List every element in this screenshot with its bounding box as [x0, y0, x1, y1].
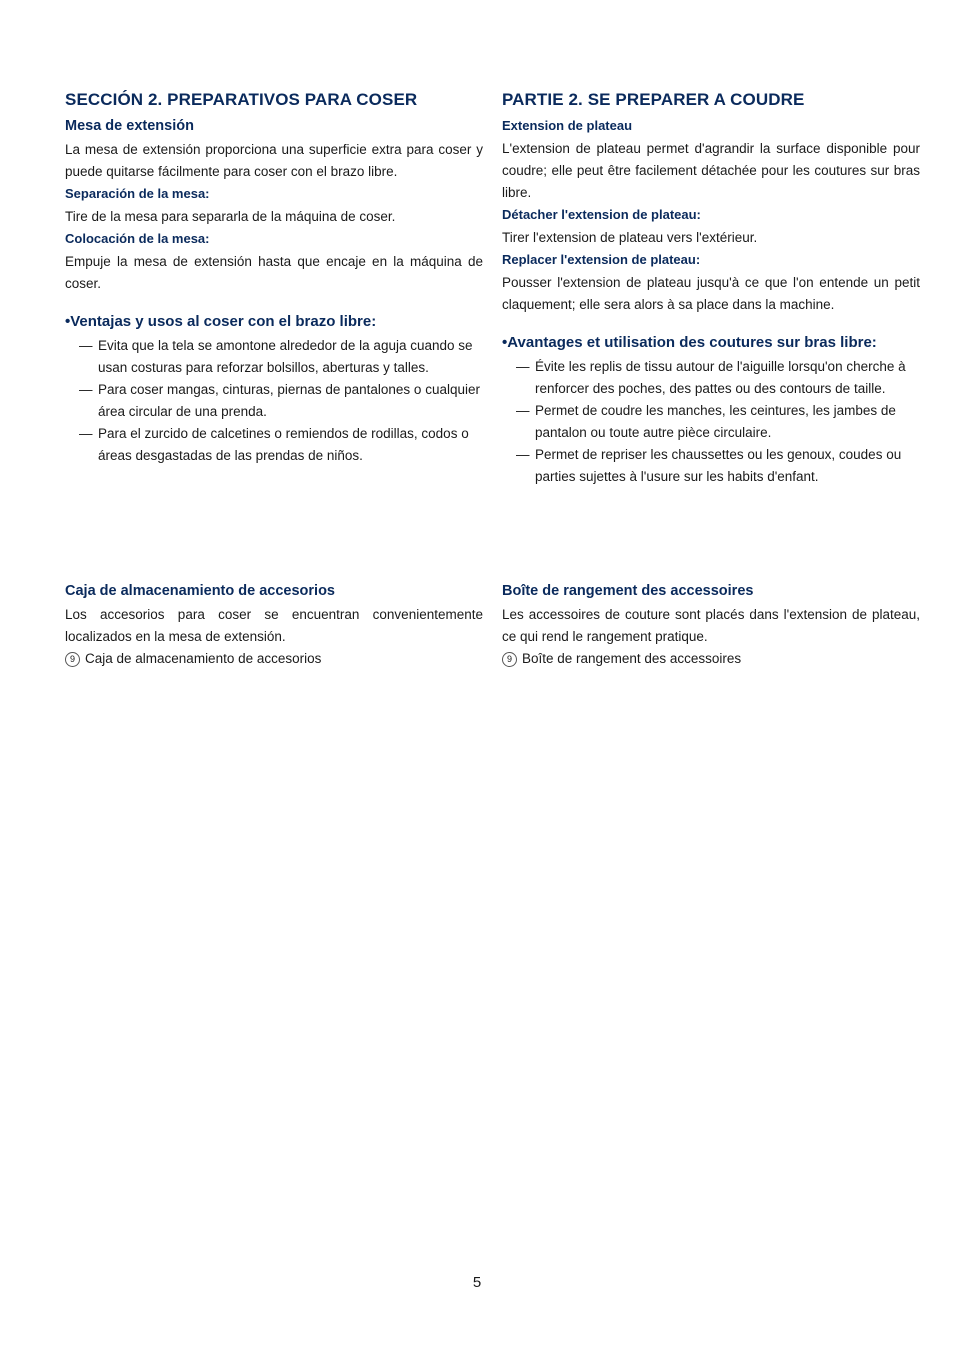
dash-icon: — — [516, 359, 530, 374]
es-ventajas-list — [65, 335, 483, 467]
fr-boite-reference: 9 Boîte de rangement des accessoires — [502, 648, 920, 670]
list-item: — Permet de repriser les chaussettes ou les genoux, coudes ou parties sujettes à l'usure sur les habits d'enfant. — [502, 444, 920, 488]
fr-replacer-text: Pousser l'extension de plateau jusqu'à ce que l'on entende un petit claquement; elle sera alors à sa place dans la machine. — [502, 275, 920, 312]
es-section-title: SECCIÓN 2. PREPARATIVOS PARA COSER — [65, 90, 418, 109]
fr-boite-section — [502, 582, 920, 670]
list-item: — Evita que la tela se amontone alrededor de la aguja cuando se usan costuras para reforzar bolsillos, aberturas y talles. — [65, 335, 483, 379]
dash-icon: — — [516, 447, 530, 462]
es-colocacion-heading: Colocación de la mesa: — [65, 231, 210, 246]
fr-avantages-heading: •Avantages et utilisation des coutures sur bras libre: — [502, 334, 877, 351]
fr-replacer-heading: Replacer l'extension de plateau: — [502, 252, 701, 267]
fr-boite-text: Les accessoires de couture sont placés dans l'extension de plateau, ce qui rend le rangement pratique. — [502, 607, 920, 644]
spanish-column — [65, 90, 483, 467]
dash-icon: — — [79, 338, 93, 353]
page-number: 5 — [472, 1274, 482, 1291]
es-ventajas-heading: •Ventajas y usos al coser con el brazo libre: — [65, 313, 377, 330]
es-colocacion-text: Empuje la mesa de extensión hasta que encaje en la máquina de coser. — [65, 254, 483, 291]
fr-avantages-list — [502, 356, 920, 488]
list-item: — Para coser mangas, cinturas, piernas de pantalones o cualquier área circular de una prenda. — [65, 379, 483, 423]
dash-icon: — — [79, 426, 93, 441]
es-caja-reference: 9 Caja de almacenamiento de accesorios — [65, 648, 483, 670]
es-mesa-text: La mesa de extensión proporciona una superficie extra para coser y puede quitarse fácilmente para coser con el brazo libre. — [65, 142, 483, 179]
fr-extension-text: L'extension de plateau permet d'agrandir la surface disponible pour coudre; elle peut être facilement détachée pour les coutures sur bras libre. — [502, 141, 920, 200]
es-caja-text: Los accesorios para coser se encuentran convenientemente localizados en la mesa de extensión. — [65, 607, 483, 644]
circled-number-icon: 9 — [502, 652, 517, 667]
es-separacion-heading: Separación de la mesa: — [65, 186, 210, 201]
list-item: — Permet de coudre les manches, les ceintures, les jambes de pantalon ou toute autre pièce circulaire. — [502, 400, 920, 444]
es-separacion-text: Tire de la mesa para separarla de la máquina de coser. — [65, 209, 396, 224]
dash-icon: — — [516, 403, 530, 418]
list-item: — Para el zurcido de calcetines o remiendos de rodillas, codos o áreas desgastadas de las prendas de niños. — [65, 423, 483, 467]
fr-extension-heading: Extension de plateau — [502, 118, 633, 133]
french-column — [502, 90, 920, 488]
list-item: — Évite les replis de tissu autour de l'aiguille lorsqu'on cherche à renforcer des poches, des pattes ou des contours de taille. — [502, 356, 920, 400]
fr-boite-heading: Boîte de rangement des accessoires — [502, 583, 754, 599]
dash-icon: — — [79, 382, 93, 397]
circled-number-icon: 9 — [65, 652, 80, 667]
fr-detacher-heading: Détacher l'extension de plateau: — [502, 207, 701, 222]
es-mesa-heading: Mesa de extensión — [65, 118, 194, 134]
fr-detacher-text: Tirer l'extension de plateau vers l'extérieur. — [502, 230, 758, 245]
fr-section-title: PARTIE 2. SE PREPARER A COUDRE — [502, 90, 805, 109]
es-caja-section — [65, 582, 483, 670]
es-caja-heading: Caja de almacenamiento de accesorios — [65, 583, 335, 599]
